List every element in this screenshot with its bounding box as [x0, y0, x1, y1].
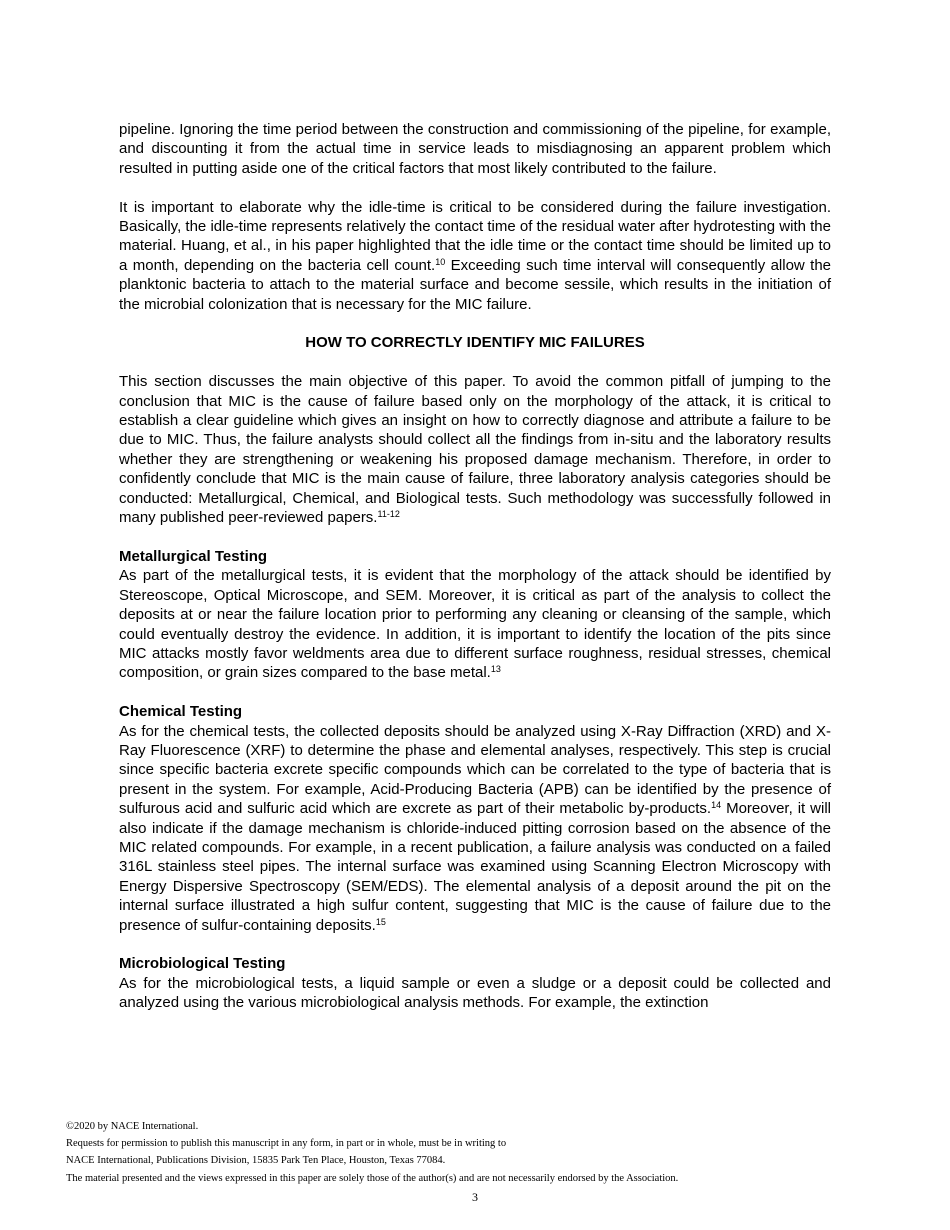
- chemical-text-b: Moreover, it will also indicate if the damage mechanism is chloride-induced pitting corrosion based on the absence of the MIC related compounds. For example, in a recent publication, a failure analysis was conducted on a failed 316L stainless steel pipes. The internal surface was examined using Scanning Electron Microscopy with Energy Dispersive Spectroscopy (SEM/EDS). The elemental analysis of a deposit around the pit on the internal surface illustrated a high sulfur content, suggesting that MIC is the cause of failure due to the presence of sulfur-containing deposits.: [119, 800, 831, 934]
- footer-disclaimer: The material presented and the views expressed in this paper are solely those of the author(s) and are not necessarily endorsed by the Association.: [66, 1172, 679, 1184]
- microbiological-text: As for the microbiological tests, a liquid sample or even a sludge or a deposit could be collected and analyzed using the various microbiological analysis methods. For example, the extinction: [119, 974, 831, 1012]
- chemical-text-a: As for the chemical tests, the collected deposits should be analyzed using X-Ray Diffraction (XRD) and X-Ray Fluorescence (XRF) to determine the phase and elemental analyses, respectively. This step is crucial since specific bacteria excrete specific compounds which can be correlated to the type of bacteria that is present in the system. For example, Acid-Producing Bacteria (APB) can be identified by the presence of sulfurous acid and sulfuric acid which are excrete as part of their metabolic by-products.: [119, 722, 831, 818]
- reference-superscript: 11-12: [377, 509, 400, 520]
- paragraph-pipeline: [119, 120, 831, 178]
- paragraph-idle-time: [119, 198, 831, 314]
- footer-permission: Requests for permission to publish this manuscript in any form, in part or in whole, must be in writing to: [66, 1138, 507, 1150]
- paragraph-microbiological: [119, 974, 831, 1013]
- subheading-chemical: Chemical Testing: [119, 703, 243, 721]
- reference-superscript: 14: [711, 800, 722, 811]
- paragraph-pipeline-text: pipeline. Ignoring the time period between the construction and commissioning of the pipeline, for example, and discounting it from the actual time in service leads to misdiagnosing an apparent problem which resulted in putting aside one of the critical factors that most likely contributed to the failure.: [119, 121, 831, 177]
- paragraph-idle-time-text: It is important to elaborate why the idle-time is critical to be considered during the failure investigation. Basically, the idle-time represents relatively the contact time of the residual water after hydrotesting with the material. Huang, et al., in his paper highlighted that the idle time or the contact time should be limited up to a month, depending on the bacteria cell count.: [119, 198, 831, 274]
- reference-superscript: 15: [375, 916, 386, 927]
- copyright-footer: [66, 1118, 886, 1187]
- reference-superscript: 13: [490, 664, 501, 675]
- body-text: [119, 120, 831, 1013]
- page-number: 3: [472, 1190, 478, 1204]
- paragraph-idle-time-tail: Exceeding such time interval will consequently allow the planktonic bacteria to attach to the material surface and become sessile, which results in the initiation of the microbial colonization that is necessary for the MIC failure.: [119, 256, 832, 313]
- subheading-metallurgical: Metallurgical Testing: [119, 547, 268, 565]
- paragraph-section-intro: [119, 372, 831, 527]
- subheading-microbiological: Microbiological Testing: [119, 955, 286, 973]
- paragraph-chemical: [119, 722, 831, 935]
- footer-address: NACE International, Publications Division, 15835 Park Ten Place, Houston, Texas 77084.: [66, 1155, 446, 1167]
- paragraph-metallurgical: [119, 566, 831, 682]
- metallurgical-text: As part of the metallurgical tests, it is evident that the morphology of the attack should be identified by Stereoscope, Optical Microscope, and SEM. Moreover, it is critical as part of the analysis to collect the deposits at or near the failure location prior to performing any cleaning or cleansing of the sample, which could eventually destroy the evidence. In addition, it is important to identify the location of the pits since MIC attacks mostly favor weldments area due to different surface roughness, residual stresses, chemical composition, or grain sizes compared to the base metal.: [119, 567, 831, 682]
- reference-superscript: 10: [435, 256, 446, 267]
- footer-copyright: ©2020 by NACE International.: [66, 1121, 199, 1132]
- section-heading: HOW TO CORRECTLY IDENTIFY MIC FAILURES: [305, 334, 645, 352]
- section-intro-text: This section discusses the main objective of this paper. To avoid the common pitfall of jumping to the conclusion that MIC is the cause of failure based only on the morphology of the attack, it is critical to establish a clear guideline which gives an insight on how to correctly diagnose and attribute a failure to be due to MIC. Thus, the failure analysts should collect all the findings from in-situ and the laboratory results whether they are strengthening or weakening his proposed damage mechanism. Therefore, in order to confidently conclude that MIC is the main cause of failure, three laboratory analysis categories should be conducted: Metallurgical, Chemical, and Biological tests. Such methodology was successfully followed in many published peer-reviewed papers.: [119, 373, 831, 527]
